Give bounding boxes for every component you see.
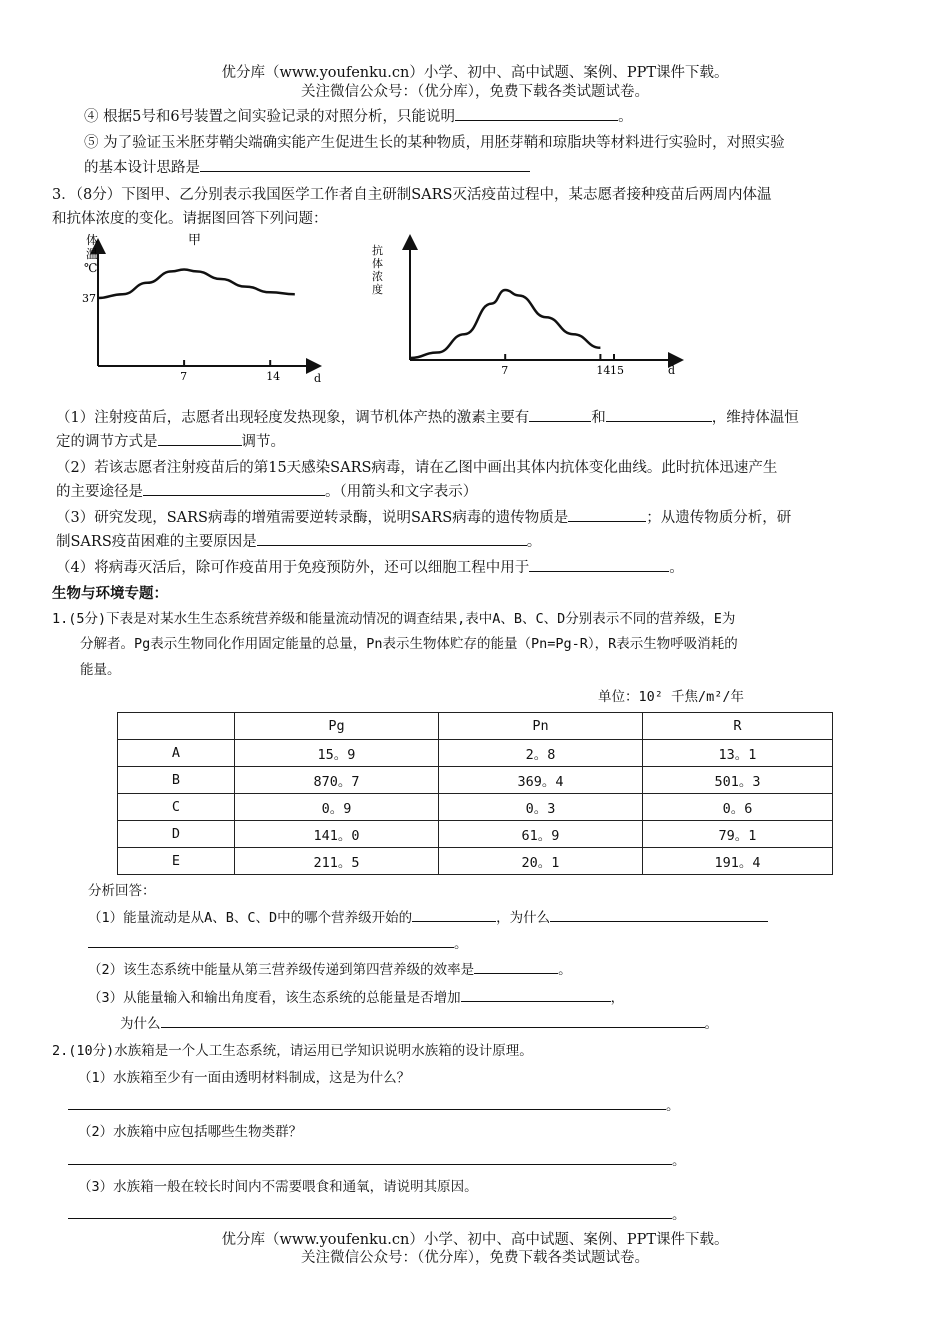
answer-blank[interactable] (143, 481, 325, 496)
analysis-label: 分析回答： (88, 883, 156, 899)
x-tick-label: 7 (501, 364, 509, 377)
header-line-1: 优分库（www.youfenku.cn）小学、初中、高中试题、案例、PPT课件下载。 (221, 65, 729, 81)
q3-part-3-a: （3）研究发现，SARS病毒的增殖需要逆转录酶，说明SARS病毒的遗传物质是 ；从遗传物质分析，研 (56, 507, 791, 530)
table-row (118, 740, 833, 767)
footer-line-2: 关注微信公众号：（优分库），免费下载各类试题试卷。 (301, 1250, 649, 1266)
y-axis-label-2: 体 (372, 257, 383, 270)
q3-part-2-b: 的主要途径是 。（用箭头和文字表示） (56, 481, 477, 504)
table-header-cell (118, 713, 235, 740)
table-cell: 0。3 (439, 794, 643, 821)
answer-blank[interactable] (68, 1095, 666, 1110)
table-row (118, 794, 833, 821)
table-header-cell: R (643, 713, 833, 740)
table-cell: 141。0 (235, 821, 439, 848)
table-cell: 369。4 (439, 767, 643, 794)
prev-item-4: ④ 根据5号和6号装置之间实验记录的对照分析，只能说明 。 (84, 106, 633, 129)
answer-blank[interactable] (461, 987, 611, 1002)
chart-antibody-concentration (368, 232, 688, 382)
table-cell: 501。3 (643, 767, 833, 794)
answer-blank[interactable] (474, 959, 558, 974)
answer-blank[interactable] (88, 933, 454, 948)
y-axis-label-2: 温 (86, 247, 99, 261)
table-cell: 15。9 (235, 740, 439, 767)
footer-line-1: 优分库（www.youfenku.cn）小学、初中、高中试题、案例、PPT课件下载。 (221, 1232, 729, 1248)
q3-part-1-b: 定的调节方式是 调节。 (56, 431, 285, 454)
x-axis-label: d (314, 372, 322, 385)
table-cell: 20。1 (439, 848, 643, 875)
s1-intro-b: 分解者。Pg表示生物同化作用固定能量的总量，Pn表示生物体贮存的能量（Pn=Pg-R），R表示生物呼吸消耗的 (80, 636, 738, 652)
table-cell: D (118, 821, 235, 848)
s1-q1-a: （1）能量流动是从A、B、C、D中的哪个营养级开始的 ，为什么 (88, 907, 768, 930)
table-cell: 61。9 (439, 821, 643, 848)
answer-blank[interactable] (529, 407, 591, 422)
table-cell: 191。4 (643, 848, 833, 875)
y-tick-label: 37 (82, 292, 96, 305)
s1-q1-b: 。 (88, 933, 468, 956)
table-cell: 870。7 (235, 767, 439, 794)
s2-q1: （1）水族箱至少有一面由透明材料制成，这是为什么？ (78, 1070, 411, 1086)
chart-body-temperature (78, 230, 338, 390)
answer-blank[interactable] (158, 431, 242, 446)
y-axis-label-3: ℃ (84, 261, 98, 275)
answer-blank[interactable] (568, 507, 646, 522)
table-cell: E (118, 848, 235, 875)
answer-blank[interactable] (550, 907, 768, 922)
q3-intro-b: 和抗体浓度的变化。请据图回答下列问题： (52, 211, 328, 227)
prev-item-5-line-b: 的基本设计思路是 (84, 157, 530, 180)
s2-q1-answer: 。 (68, 1095, 680, 1118)
prev-item-5-line-a: ⑤ 为了验证玉米胚芽鞘尖端确实能产生促进生长的某种物质，用胚芽鞘和琼脂块等材料进行实验时，对照实验 (84, 135, 785, 151)
y-axis-label-1: 抗 (372, 244, 383, 257)
table-cell: 2。8 (439, 740, 643, 767)
x-tick-label: 15 (610, 364, 624, 377)
s1-q3-b: 为什么 。 (120, 1013, 718, 1036)
q3-part-3-b: 制SARS疫苗困难的主要原因是 。 (56, 531, 541, 554)
table-unit: 单位：10² 千焦/m²/年 (598, 689, 745, 705)
x-tick-label: 14 (266, 370, 281, 383)
answer-blank[interactable] (455, 106, 618, 121)
x-tick-label: 14 (596, 364, 611, 377)
answer-blank[interactable] (68, 1150, 672, 1165)
q3-part-2-a: （2）若该志愿者注射疫苗后的第15天感染SARS病毒，请在乙图中画出其体内抗体变化曲线。此时抗体迅速产生 (56, 460, 778, 476)
s2-q3-answer: 。 (68, 1204, 686, 1227)
answer-blank[interactable] (412, 907, 496, 922)
answer-blank[interactable] (257, 531, 527, 546)
energy-table (117, 712, 833, 875)
table-header-row (118, 713, 833, 740)
chart-title: 甲 (188, 233, 202, 248)
s1-q3-a: （3）从能量输入和输出角度看，该生态系统的总能量是否增加 ， (88, 987, 624, 1010)
s1-q2: （2）该生态系统中能量从第三营养级传递到第四营养级的效率是 。 (88, 959, 572, 982)
header-line-2: 关注微信公众号：（优分库），免费下载各类试题试卷。 (301, 84, 649, 100)
answer-blank[interactable] (529, 557, 669, 572)
table-row (118, 848, 833, 875)
table-header-cell: Pg (235, 713, 439, 740)
table-cell: B (118, 767, 235, 794)
q3-intro-a: 3．（8分）下图甲、乙分别表示我国医学工作者自主研制SARS灭活疫苗过程中，某志愿者接种疫苗后两周内体温 (52, 187, 772, 203)
x-axis-label: d (668, 364, 676, 377)
section-title: 生物与环境专题： (52, 585, 168, 602)
q3-part-4: （4）将病毒灭活后，除可作疫苗用于免疫预防外，还可以细胞工程中用于 。 (56, 557, 684, 580)
answer-blank[interactable] (68, 1204, 672, 1219)
s2-q2-answer: 。 (68, 1150, 686, 1173)
s2-q3: （3）水族箱一般在较长时间内不需要喂食和通氧，请说明其原因。 (78, 1179, 478, 1195)
answer-blank[interactable] (200, 157, 530, 172)
table-cell: 79。1 (643, 821, 833, 848)
y-axis-label-1: 体 (86, 233, 99, 247)
table-cell: 211。5 (235, 848, 439, 875)
table-cell: 0。9 (235, 794, 439, 821)
table-cell: A (118, 740, 235, 767)
s2-q2: （2）水族箱中应包括哪些生物类群？ (78, 1124, 303, 1140)
table-header-cell: Pn (439, 713, 643, 740)
antibody-curve (410, 290, 600, 358)
table-cell: 13。1 (643, 740, 833, 767)
x-tick-label: 7 (180, 370, 188, 383)
answer-blank[interactable] (606, 407, 712, 422)
y-axis-label-3: 浓 (372, 270, 383, 283)
q3-part-1-a: （1）注射疫苗后，志愿者出现轻度发热现象，调节机体产热的激素主要有 和 ，维持体温恒 (56, 407, 799, 430)
table-row (118, 821, 833, 848)
temperature-curve (98, 270, 295, 299)
table-row (118, 767, 833, 794)
y-axis-label-4: 度 (372, 283, 383, 296)
s1-intro-a: 1.(5分)下表是对某水生生态系统营养级和能量流动情况的调查结果,表中A、B、C、D分别表示不同的营养级，E为 (52, 611, 736, 627)
s2-intro: 2.(10分)水族箱是一个人工生态系统，请运用已学知识说明水族箱的设计原理。 (52, 1043, 533, 1059)
table-cell: 0。6 (643, 794, 833, 821)
answer-blank[interactable] (161, 1013, 705, 1028)
s1-intro-c: 能量。 (80, 662, 121, 678)
table-cell: C (118, 794, 235, 821)
